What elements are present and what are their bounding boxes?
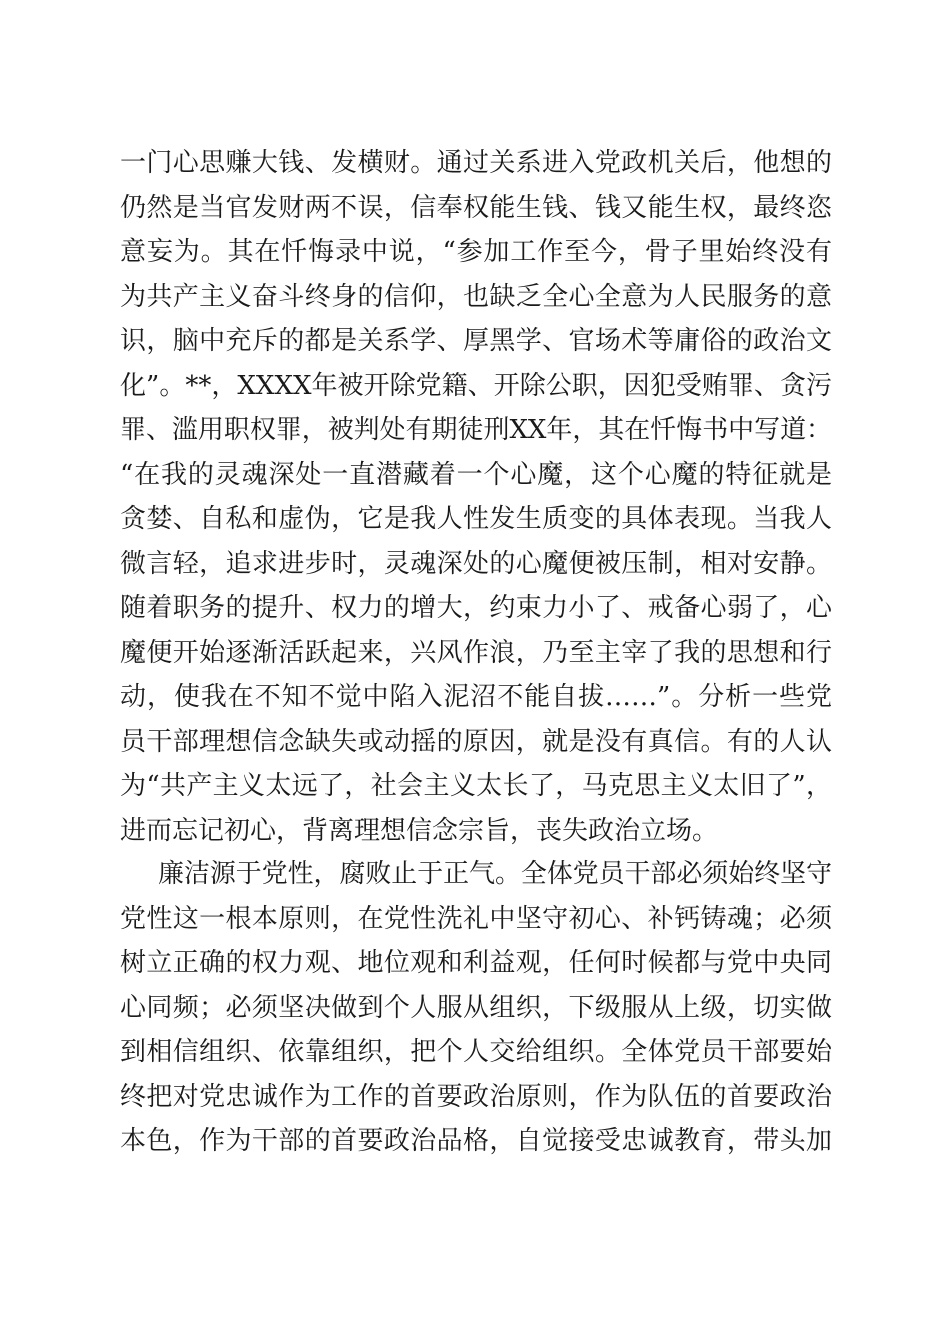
text-line: 进而忘记初心，背离理想信念宗旨，丧失政治立场。 (120, 815, 719, 846)
text-line: 心同频；必须坚决做到个人服从组织，下级服从上级，切实做 (120, 992, 832, 1023)
text-line: 仍然是当官发财两不误，信奉权能生钱、钱又能生权，最终恣 (120, 192, 832, 223)
text-line: “在我的灵魂深处一直潜藏着一个心魔，这个心魔的特征就是 (120, 459, 832, 490)
text-line: 随着职务的提升、权力的增大，约束力小了、戒备心弱了，心 (120, 593, 832, 623)
text-line: 到相信组织、依靠组织，把个人交给组织。全体党员干部要始 (120, 1037, 832, 1067)
text-line: 罪、滥用职权罪，被判处有期徒刑XX年，其在忏悔书中写道： (120, 415, 832, 445)
text-line: 识，脑中充斥的都是关系学、厚黑学、官场术等庸俗的政治文 (120, 326, 832, 356)
paragraph-2 (120, 852, 832, 1164)
text-line: 贪婪、自私和虚伪，它是我人性发生质变的具体表现。当我人 (120, 504, 832, 534)
text-line: 员干部理想信念缺失或动摇的原因，就是没有真信。有的人认 (120, 726, 832, 757)
text-line: 意妄为。其在忏悔录中说，“参加工作至今，骨子里始终没有 (120, 237, 832, 267)
text-line: 终把对党忠诚作为工作的首要政治原则，作为队伍的首要政治 (120, 1081, 832, 1112)
text-line: 本色，作为干部的首要政治品格，自觉接受忠诚教育，带头加 (120, 1126, 832, 1156)
paragraph-1 (120, 141, 832, 853)
text-line: 一门心思赚大钱、发横财。通过关系进入党政机关后，他想的 (120, 148, 832, 178)
text-line: 魔便开始逐渐活跃起来，兴风作浪，乃至主宰了我的思想和行 (120, 637, 832, 668)
text-line: 化”。**，XXXX年被开除党籍、开除公职，因犯受贿罪、贪污 (120, 370, 832, 401)
text-line: 微言轻，追求进步时，灵魂深处的心魔便被压制，相对安静。 (120, 548, 832, 579)
text-line: 树立正确的权力观、地位观和利益观，任何时候都与党中央同 (120, 948, 832, 978)
text-line: 为共产主义奋斗终身的信仰，也缺乏全心全意为人民服务的意 (120, 281, 832, 312)
text-line: 党性这一根本原则，在党性洗礼中坚守初心、补钙铸魂；必须 (120, 903, 832, 934)
text-line: 动，使我在不知不觉中陷入泥沼不能自拔……”。分析一些党 (120, 682, 832, 712)
text-line: 廉洁源于党性，腐败止于正气。全体党员干部必须始终坚守 (158, 859, 832, 889)
text-line: 为“共产主义太远了，社会主义太长了，马克思主义太旧了”， (120, 771, 832, 801)
